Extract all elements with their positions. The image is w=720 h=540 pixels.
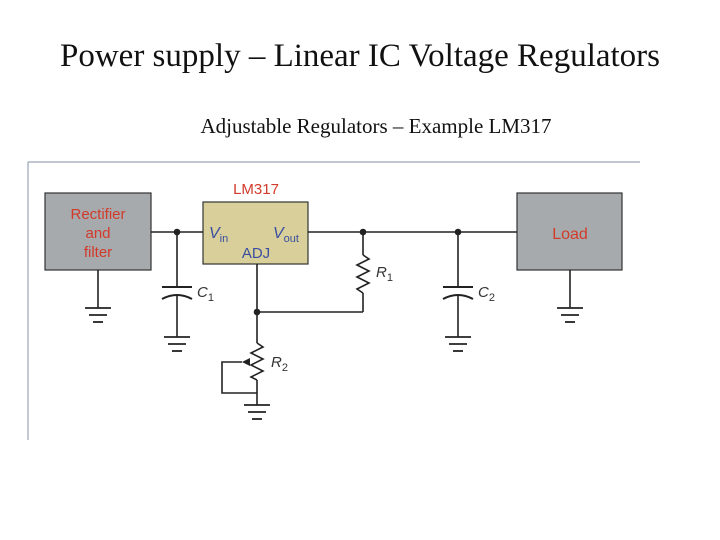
adj-label: ADJ [241, 245, 271, 262]
rectifier-filter-block [45, 193, 151, 270]
r1-label: $R_1$ [376, 264, 393, 284]
ground-symbol-c1 [164, 337, 190, 351]
c1-label: $C_1$ [197, 284, 214, 304]
slide-subtitle: Adjustable Regulators – Example LM317 [200, 114, 552, 138]
potentiometer-r2 [242, 343, 263, 380]
lm317-regulator-block [203, 202, 308, 264]
vin-label: $V_{in}$ [209, 225, 229, 245]
r2-label: $R_2$ [271, 354, 288, 374]
resistor-r1 [357, 255, 369, 293]
vout-label: $V_{out}$ [273, 225, 299, 245]
rectifier-label-line1: Rectifier [70, 206, 126, 223]
wires [98, 232, 570, 405]
rectifier-label-line3: filter [83, 244, 113, 261]
regulator-name: LM317 [233, 181, 279, 198]
ground-symbol-r2 [244, 405, 270, 419]
slide-title: Power supply – Linear IC Voltage Regulators [59, 38, 661, 74]
ground-symbol-rectifier [85, 308, 111, 322]
rectifier-label-line2: and [85, 225, 111, 242]
c2-label: $C_2$ [478, 284, 495, 304]
load-label: Load [552, 226, 588, 243]
load-block [517, 193, 622, 270]
ground-symbol-load [557, 308, 583, 322]
ground-symbol-c2 [445, 337, 471, 351]
